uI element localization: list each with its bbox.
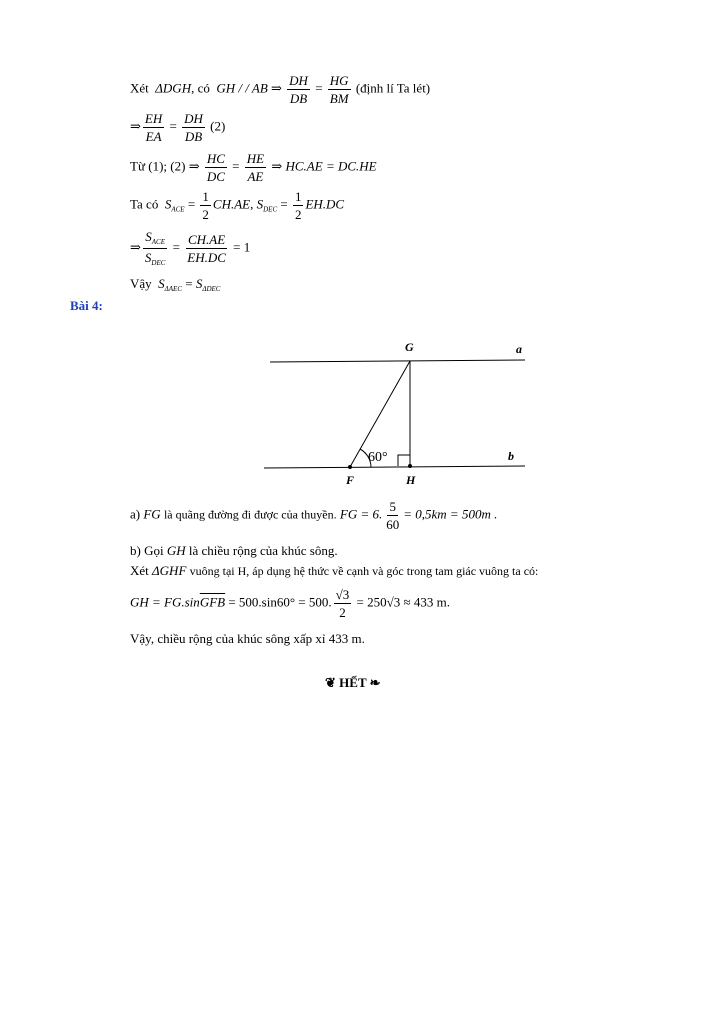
line-taco: Ta có $S_{ACE}$ = $\frac{1}{2}$ CH.AE, $S_{DEC}$ = $\frac{1}{2}$ EH.DC xyxy=(130,189,345,222)
ornament-left-icon: ❦ xyxy=(325,675,336,690)
label-h: H xyxy=(406,473,416,487)
line-eq2: ⇒ $\frac{EH}{EA}$ = $\frac{DH}{DB}$ (2) xyxy=(130,111,226,144)
end-marker: ❦ HẾT ❧ xyxy=(325,675,381,690)
part-b-formula: GH = $FG.\sin\overline{GFB} = 500.\sin 60^\circ = 500$. $\frac{√3}{2}$ = 250√3 ≈ 433 m. xyxy=(130,587,450,620)
label-f: F xyxy=(346,473,355,487)
line-ratio: ⇒ $\frac{S_{ACE}}{S_{DEC}}$ = $\frac{CH.AE}{EH.DC}$ = 1 xyxy=(130,229,251,267)
geometry-figure xyxy=(250,335,540,495)
label-b: b xyxy=(508,449,514,463)
point-h xyxy=(408,464,412,468)
conclusion: Vậy, chiều rộng của khúc sông xấp xỉ 433 m. xyxy=(130,631,365,646)
ornament-right-icon: ❧ xyxy=(369,675,381,690)
line-tu: Từ (1); (2) ⇒ $\frac{HC}{DC}$ = $\frac{HE}{AE}$ ⇒ HC.AE = DC.HE xyxy=(130,151,377,184)
exercise-title: Bài 4: xyxy=(70,298,103,313)
label-a: a xyxy=(516,342,522,356)
line-xet-dgh: Xét ΔDGH, có GH / / AB ⇒ $\frac{DH}{DB}$ = $\frac{HG}{BM}$ (định lí Ta lét) xyxy=(130,73,431,106)
line-a xyxy=(270,360,525,362)
right-angle-mark xyxy=(398,455,410,466)
part-a: a) FG là quãng đường đi được của thuyền. FG = 6. $\frac{5}{60}$ = 0,5km = 500m . xyxy=(130,499,498,532)
point-f xyxy=(348,465,352,469)
part-b-line2: Xét ΔGHF vuông tại H, áp dụng hệ thức về cạnh và góc trong tam giác vuông ta có: xyxy=(130,563,539,578)
label-g: G xyxy=(405,340,414,354)
line-vay: Vậy $S_{\Delta AEC} = S_{\Delta DEC}$ xyxy=(130,276,221,293)
angle-label: 60° xyxy=(368,450,388,465)
part-b-line1: b) Gọi GH là chiều rộng của khúc sông. xyxy=(130,543,338,558)
line-b xyxy=(264,466,525,468)
